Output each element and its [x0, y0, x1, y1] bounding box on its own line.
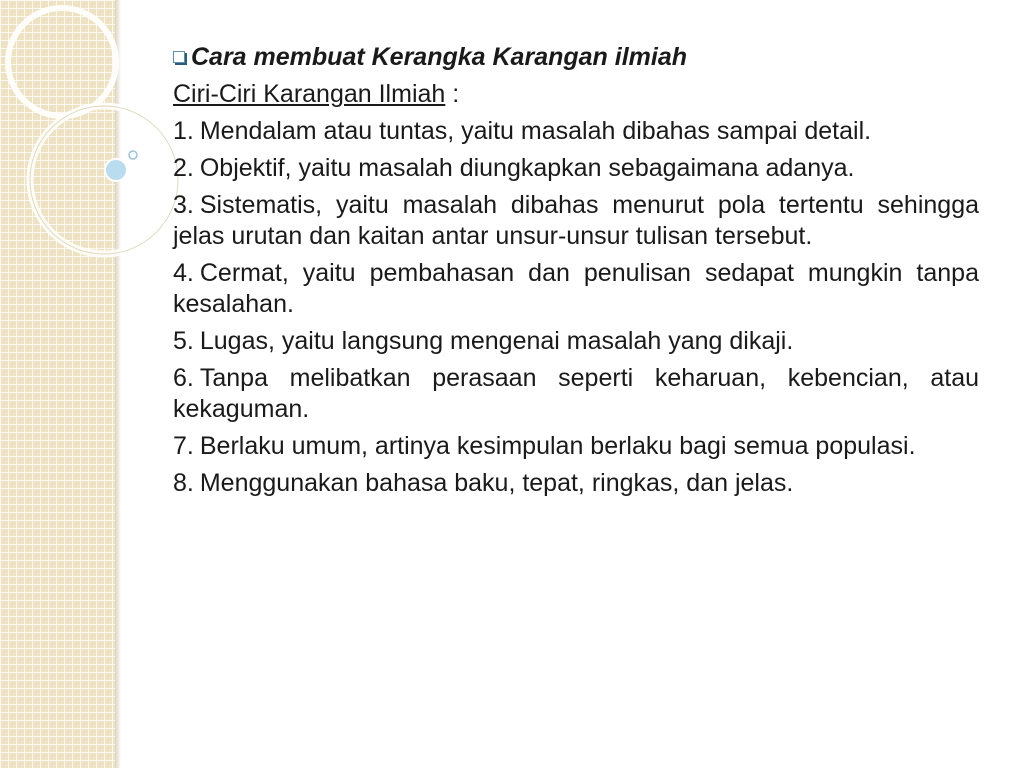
blue-dot [105, 159, 127, 181]
item-text: Menggunakan bahasa baku, tepat, ringkas, dan jelas. [199, 469, 794, 497]
item-number: 2. [173, 154, 194, 182]
list-item [173, 190, 979, 252]
item-number: 5. [173, 327, 194, 355]
list-item [173, 363, 979, 425]
list-item [173, 258, 979, 320]
item-text: Tanpa melibatkan perasaan seperti keharuan, kebencian, atau kekaguman. [173, 364, 979, 423]
slide-content [173, 42, 979, 505]
decorative-rings [0, 0, 180, 260]
subheading-suffix: : [445, 80, 460, 108]
list-item [173, 116, 979, 147]
item-text: Lugas, yaitu langsung mengenai masalah yang dikaji. [199, 327, 794, 355]
subheading-label: Ciri-Ciri Karangan Ilmiah [173, 80, 446, 108]
top-ring [8, 8, 116, 116]
item-number: 8. [173, 469, 194, 497]
item-number: 3. [173, 191, 194, 219]
item-number: 6. [173, 364, 194, 392]
heading-text: Cara membuat Kerangka Karangan ilmiah [191, 43, 687, 71]
item-number: 7. [173, 432, 194, 460]
list-item [173, 153, 979, 184]
subheading [173, 79, 979, 110]
item-text: Cermat, yaitu pembahasan dan penulisan sedapat mungkin tanpa kesalahan. [173, 259, 979, 318]
item-text: Sistematis, yaitu masalah dibahas menurut pola tertentu sehingga jelas urutan dan kaitan antar unsur-unsur tulisan tersebut. [173, 191, 979, 250]
list-item [173, 468, 979, 499]
item-text: Mendalam atau tuntas, yaitu masalah dibahas sampai detail. [199, 117, 872, 145]
item-number: 1. [173, 117, 194, 145]
item-number: 4. [173, 259, 194, 287]
middle-ring [30, 106, 178, 254]
small-dot [129, 151, 137, 159]
slide-heading [173, 42, 979, 73]
item-text: Berlaku umum, artinya kesimpulan berlaku bagi semua populasi. [199, 432, 916, 460]
list-item [173, 326, 979, 357]
item-text: Objektif, yaitu masalah diungkapkan sebagaimana adanya. [199, 154, 855, 182]
checkbox-bullet-icon [173, 51, 185, 63]
list-item [173, 431, 979, 462]
